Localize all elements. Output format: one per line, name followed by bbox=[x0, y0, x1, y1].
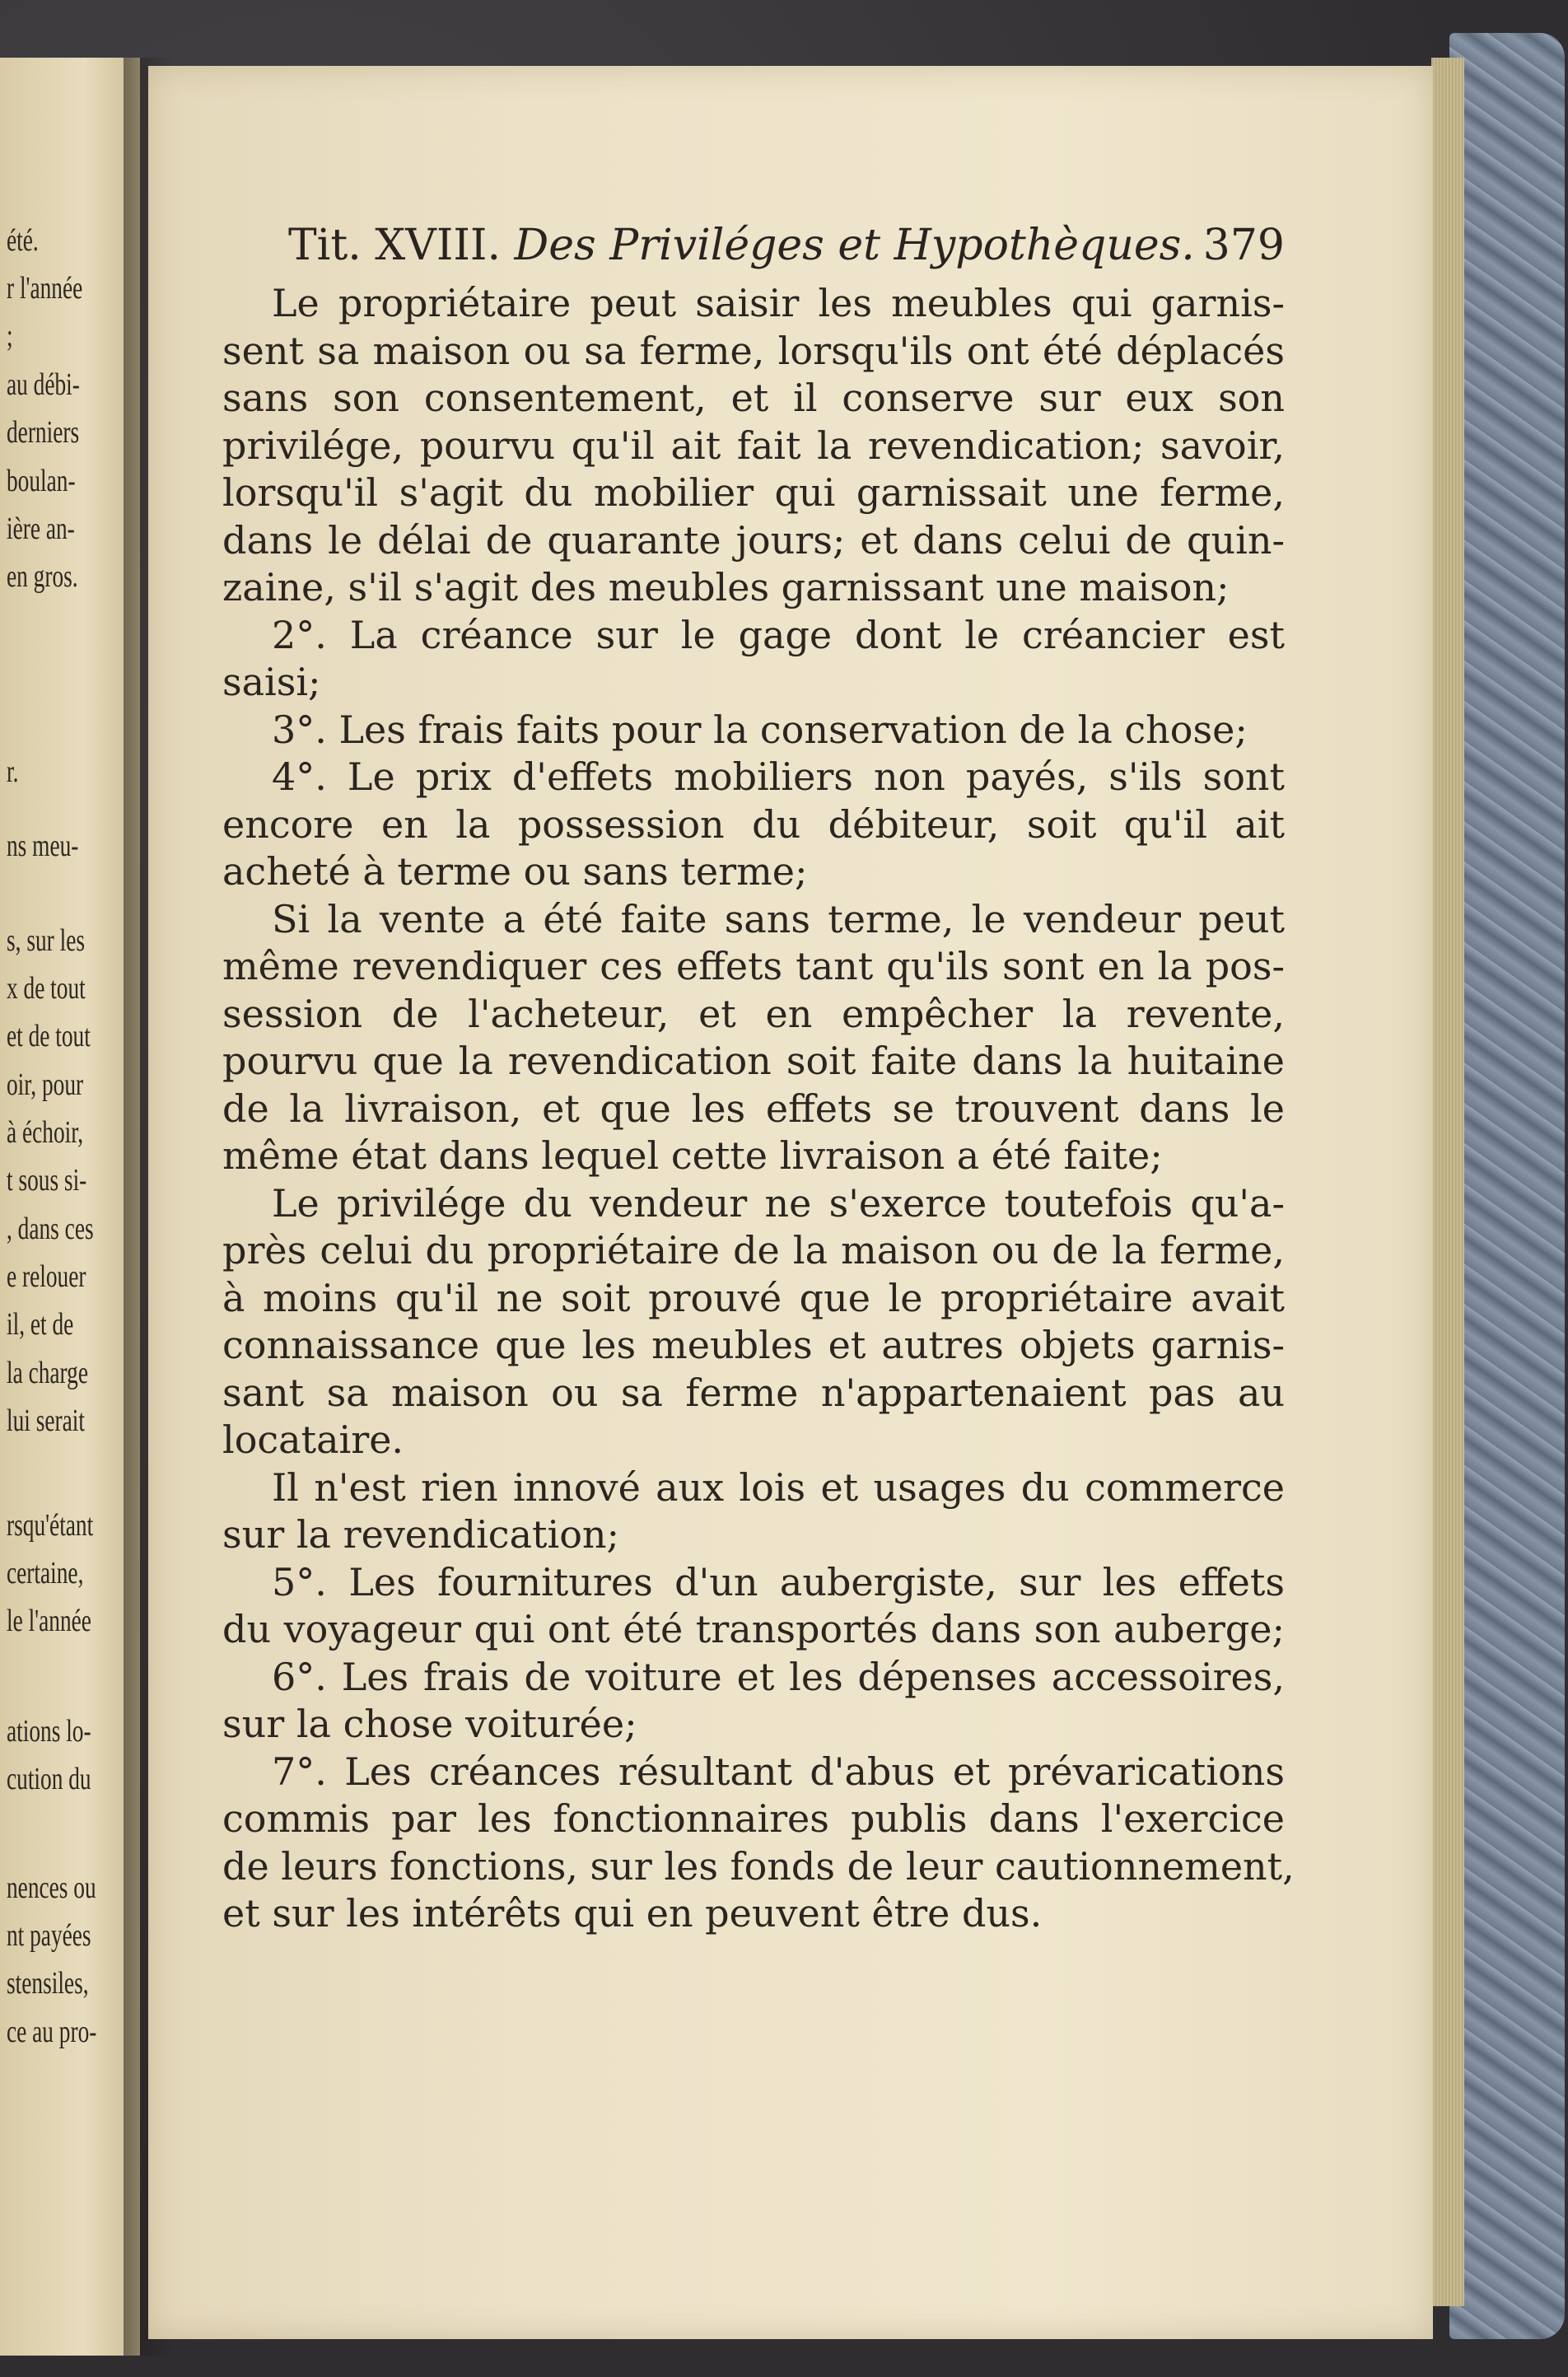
facing-page-fragment bbox=[0, 58, 140, 2356]
facing-page-line: ; bbox=[7, 319, 13, 353]
facing-page-line: au débi- bbox=[7, 367, 80, 402]
facing-page-line: le l'année bbox=[7, 1604, 91, 1638]
facing-page-line: et de tout bbox=[7, 1019, 91, 1053]
facing-page-line: , dans ces bbox=[7, 1212, 94, 1246]
text-line: Le privilége du vendeur ne s'exerce toutefois qu'a- bbox=[272, 1180, 1285, 1226]
text-line: 5°. Les fournitures d'un aubergiste, sur les effets bbox=[272, 1559, 1285, 1604]
text-line: Si la vente a été faite sans terme, le vendeur peut bbox=[272, 896, 1285, 941]
marbled-cover-board bbox=[1449, 33, 1565, 2339]
text-line: 3°. Les frais faits pour la conservation de la chose; bbox=[272, 707, 1248, 752]
header-title: Des Priviléges et Hypothèques. bbox=[514, 221, 1195, 270]
text-line: du voyageur qui ont été transportés dans son auberge; bbox=[222, 1607, 1285, 1651]
facing-page-line: e relouer bbox=[7, 1259, 86, 1294]
facing-page-line: r. bbox=[7, 754, 19, 789]
facing-page-line: à échoir, bbox=[7, 1115, 84, 1150]
facing-page-line: la charge bbox=[7, 1356, 89, 1390]
facing-page-line: nences ou bbox=[7, 1870, 96, 1905]
text-line: même état dans lequel cette livraison a été faite; bbox=[222, 1133, 1163, 1178]
facing-page-line: ns meu- bbox=[7, 829, 79, 863]
facing-page-line: en gros. bbox=[7, 559, 78, 594]
text-line: sur la chose voiturée; bbox=[222, 1702, 637, 1746]
page-edges bbox=[1431, 58, 1464, 2306]
text-line: sent sa maison ou sa ferme, lorsqu'ils ont été déplacés bbox=[222, 328, 1285, 373]
text-line: 4°. Le prix d'effets mobiliers non payés, s'ils sont bbox=[272, 754, 1285, 799]
text-line: dans le délai de quarante jours; et dans celui de quin- bbox=[222, 517, 1285, 563]
facing-page-line: oir, pour bbox=[7, 1067, 84, 1102]
text-line: 2°. La créance sur le gage dont le créancier est bbox=[272, 612, 1285, 657]
body-text bbox=[222, 280, 1295, 1938]
running-header bbox=[288, 221, 1285, 278]
facing-page-line: été. bbox=[7, 223, 39, 258]
text-line: à moins qu'il ne soit prouvé que le propriétaire avait bbox=[222, 1275, 1285, 1320]
facing-page-line: derniers bbox=[7, 415, 80, 450]
facing-page-line: certaine, bbox=[7, 1556, 84, 1590]
text-line: sans son consentement, et il conserve sur eux son bbox=[222, 376, 1285, 420]
facing-page-line: stensiles, bbox=[7, 1966, 89, 2001]
facing-page-line: cution du bbox=[7, 1762, 91, 1796]
text-line: locataire. bbox=[222, 1417, 404, 1462]
facing-page-line: rsqu'étant bbox=[7, 1508, 94, 1543]
text-line: pourvu que la revendication soit faite dans la huitaine bbox=[222, 1039, 1285, 1083]
text-line: connaissance que les meubles et autres objets garnis- bbox=[222, 1323, 1285, 1367]
text-line: même revendiquer ces effets tant qu'ils sont en la pos- bbox=[222, 944, 1285, 988]
facing-page-line: ière an- bbox=[7, 511, 75, 546]
text-line: et sur les intérêts qui en peuvent être dus. bbox=[222, 1891, 1043, 1936]
text-line: de leurs fonctions, sur les fonds de leur cautionnement, bbox=[222, 1843, 1295, 1889]
facing-page-line: t sous si- bbox=[7, 1163, 87, 1198]
text-line: lorsqu'il s'agit du mobilier qui garnissait une ferme, bbox=[222, 470, 1285, 515]
facing-page-line: s, sur les bbox=[7, 923, 86, 958]
header-prefix: Tit. XVIII. bbox=[288, 221, 501, 270]
text-line: Le propriétaire peut saisir les meubles qui garnis- bbox=[272, 281, 1285, 325]
text-line: acheté à terme ou sans terme; bbox=[222, 849, 808, 894]
text-line: saisi; bbox=[222, 660, 321, 704]
text-line: sant sa maison ou sa ferme n'appartenaient pas au bbox=[222, 1370, 1285, 1415]
page-number: 379 bbox=[1202, 221, 1285, 270]
text-line: près celui du propriétaire de la maison ou de la ferme, bbox=[222, 1228, 1285, 1273]
facing-page-line: il, et de bbox=[7, 1307, 74, 1342]
text-line: 6°. Les frais de voiture et les dépenses accessoires, bbox=[272, 1654, 1285, 1699]
text-line: Il n'est rien innové aux lois et usages du commerce bbox=[272, 1464, 1285, 1510]
facing-page-line: ce au pro- bbox=[7, 2015, 97, 2049]
text-line: de la livraison, et que les effets se trouvent dans le bbox=[222, 1086, 1285, 1131]
facing-page-line: r l'année bbox=[7, 271, 83, 306]
text-line: privilége, pourvu qu'il ait fait la revendication; savoir, bbox=[222, 423, 1285, 468]
text-line: session de l'acheteur, et en empêcher la revente, bbox=[222, 991, 1285, 1036]
text-line: 7°. Les créances résultant d'abus et prévarications bbox=[272, 1749, 1285, 1794]
facing-page-line: lui serait bbox=[7, 1403, 85, 1438]
facing-page-line: boulan- bbox=[7, 464, 76, 498]
text-line: zaine, s'il s'agit des meubles garnissant une maison; bbox=[222, 565, 1230, 609]
text-line: sur la revendication; bbox=[222, 1512, 620, 1557]
text-line: encore en la possession du débiteur, soit qu'il ait bbox=[222, 801, 1285, 847]
text-line: commis par les fonctionnaires publis dans l'exercice bbox=[222, 1796, 1285, 1841]
facing-page-line: ations lo- bbox=[7, 1714, 91, 1749]
facing-page-line: nt payées bbox=[7, 1918, 91, 1953]
facing-page-line: x de tout bbox=[7, 971, 86, 1006]
